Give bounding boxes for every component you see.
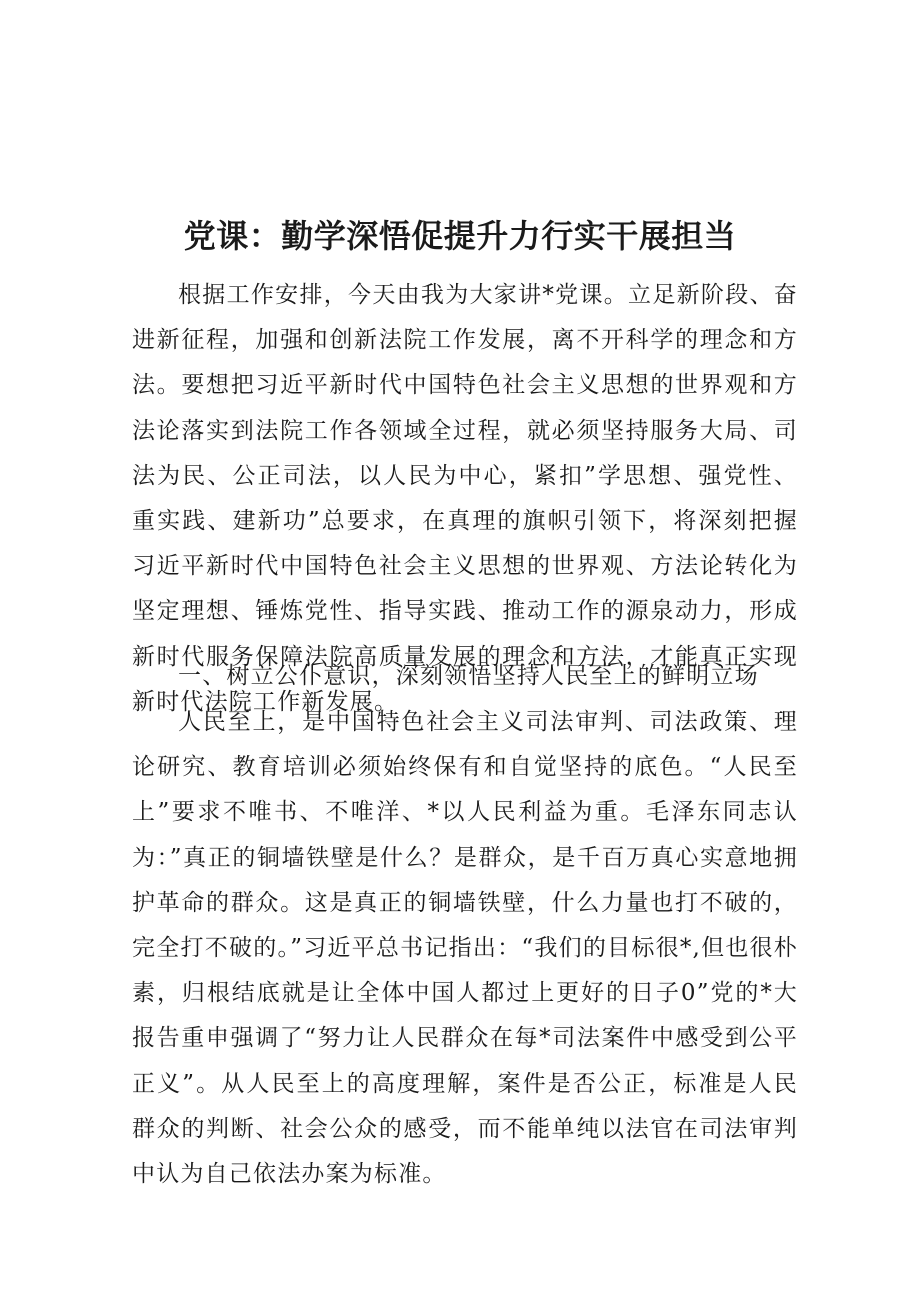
section-heading-one: 一、树立公仆意识，深刻领悟坚持人民至上的鲜明立场 <box>178 663 759 689</box>
document-title: 党课：勤学深悟促提升力行实干展担当 <box>183 217 737 255</box>
intro-paragraph: 根据工作安排，今天由我为大家讲*党课。立足新阶段、奋进新征程，加强和创新法院工作发展，离不开科学的理念和方法。要想把习近平新时代中国特色社会主义思想的世界观和方法论落实到法院工作各领域全过程，就必须坚持服务大局、司法为民、公正司法，以人民为中心，紧扣”学思想、强党性、重实践、建新功”总要求，在真理的旗帜引领下，将深刻把握习近平新时代中国特色社会主义思想的世界观、方法论转化为坚定理想、锤炼党性、指导实践、推动工作的源泉动力，形成新时代服务保障法院高质量发展的理念和方法，才能真正实现新时代法院工作新发展。 <box>132 282 798 715</box>
section-one-paragraph: 人民至上，是中国特色社会主义司法审判、司法政策、理论研究、教育培训必须始终保有和自觉坚持的底色。“人民至上”要求不唯书、不唯洋、*以人民利益为重。毛泽东同志认为：”真正的铜墙铁壁是什么？是群众，是千百万真心实意地拥护革命的群众。这是真正的铜墙铁壁，什么力量也打不破的，完全打不破的。”习近平总书记指出：“我们的目标很*,但也很朴素，归根结底就是让全体中国人都过上更好的日子0”党的*大报告重申强调了“努力让人民群众在每*司法案件中感受到公平正义”。从人民至上的高度理解，案件是否公正，标准是人民群众的判断、社会公众的感受，而不能单纯以法官在司法审判中认为自己依法办案为标准。 <box>132 709 798 1188</box>
